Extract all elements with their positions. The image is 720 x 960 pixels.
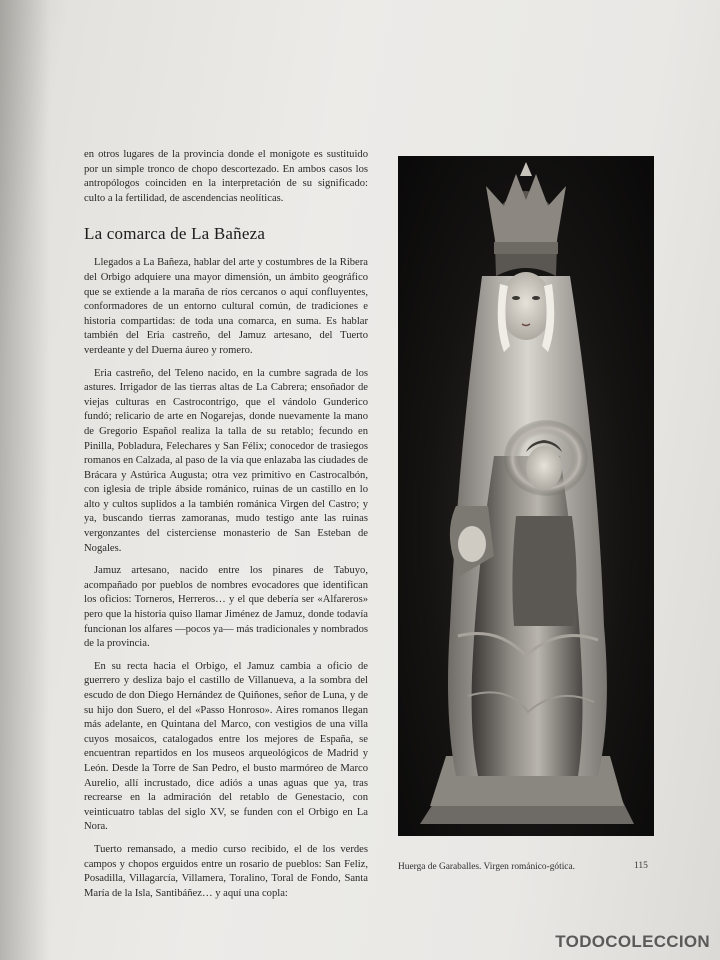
gutter-shadow bbox=[0, 0, 50, 960]
paragraph-3: Jamuz artesano, nacido entre los pinares de Tabuyo, acompañado por pueblos de nombres evocadores que identifican los oficios: Torneros, Herreros… y el que debería ser «Alfareros» pero que la historia quiso llamar Jiménez de Jamuz, donde todavía funcionan los alfares —pocos ya— más tradicionales y nombrados de la provincia. bbox=[84, 565, 368, 650]
paragraph-5: Tuerto remansado, a medio curso recibido, el de los verdes campos y chopos erguidos entre un rosario de pueblos: San Feliz, Posadilla, Villagarcía, Villamera, Toralino, Toral de Fondo, Santa María de la Isla, Santibáñez… y aquí una copla: bbox=[84, 843, 368, 899]
text-column bbox=[84, 148, 368, 909]
intro-paragraph: en otros lugares de la provincia donde el monigote es sustituido por un simple tronco de chopo descortezado. En ambos casos los antropólogos coinciden en la interpretación de su significado: culto a la fertilidad, de ascendencias neolíticas. bbox=[84, 149, 368, 204]
section-heading: La comarca de La Bañeza bbox=[84, 224, 266, 244]
statue-illustration bbox=[398, 156, 654, 836]
paragraph-4: En su recta hacia el Orbigo, el Jamuz cambia a oficio de guerrero y desliza bajo el castillo de Villanueva, a la sombra del escudo de don Diego Hernández de Quiñones, señor de Luna, y de su hijo don Suero, el del «Passo Honroso». Aires romanos llegan más adelante, en Quintana del Marco, con vestigios de una villa cuyos mosaicos, catalogados entre los mejores de España, se encuentran repartidos en los museos arqueológicos de Madrid y León. Desde la Torre de San Pedro, el busto marmóreo de Marco Aurelio, allí incrustado, dice adiós a unas aguas que ya, tras recrearse en la admiración del retablo de Genestacio, con veinticuatro tablas del siglo XV, se funden con el Orbigo en La Nora. bbox=[84, 660, 368, 833]
page-number: 115 bbox=[634, 861, 648, 871]
virgin-statue-photo bbox=[398, 156, 654, 836]
photo-caption: Huerga de Garaballes. Virgen románico-gótica. bbox=[398, 862, 575, 872]
watermark-logo: TODOCOLECCION bbox=[555, 932, 710, 951]
paragraph-1: Llegados a La Bañeza, hablar del arte y costumbres de la Ribera del Orbigo adquiere una mayor dimensión, un ámbito geográfico que se extiende a la maraña de ríos cercanos o aquí confluyentes, conformadores de un entorno cultural común, de tradiciones e historia compartidas: de toda una comarca, en suma. Es hablar también del Eria castreño, del Jamuz artesano, del Tuerto verdeante y del Duerna áureo y romero. bbox=[84, 257, 368, 356]
paragraph-2: Eria castreño, del Teleno nacido, en la cumbre sagrada de los astures. Irrigador de las tierras altas de La Cabrera; ensoñador de viejas culturas en Castrocontrigo, que el vándolo Gunderico fundó; relicario de arte en Nogarejas, donde nuevamente la mano de Gregorio Español realiza la talla de su retablo; fecundo en Pinilla, Pobladura, Felechares y San Félix; conocedor de trasiegos romanos en Calzada, al paso de la vía que enlazaba las ciudades de Brácara y Astúrica Augusta; otra vez primitivo en Castrocalbón, con iglesia de triple ábside románico, ruinas de un castillo en lo alto y cultos suplidos a la también románica Virgen del Castro; y ya, buscando tierras zamoranas, mudo testigo ante las ruinas vergonzantes del cisterciense monasterio de San Esteban de Nogales. bbox=[84, 367, 368, 554]
